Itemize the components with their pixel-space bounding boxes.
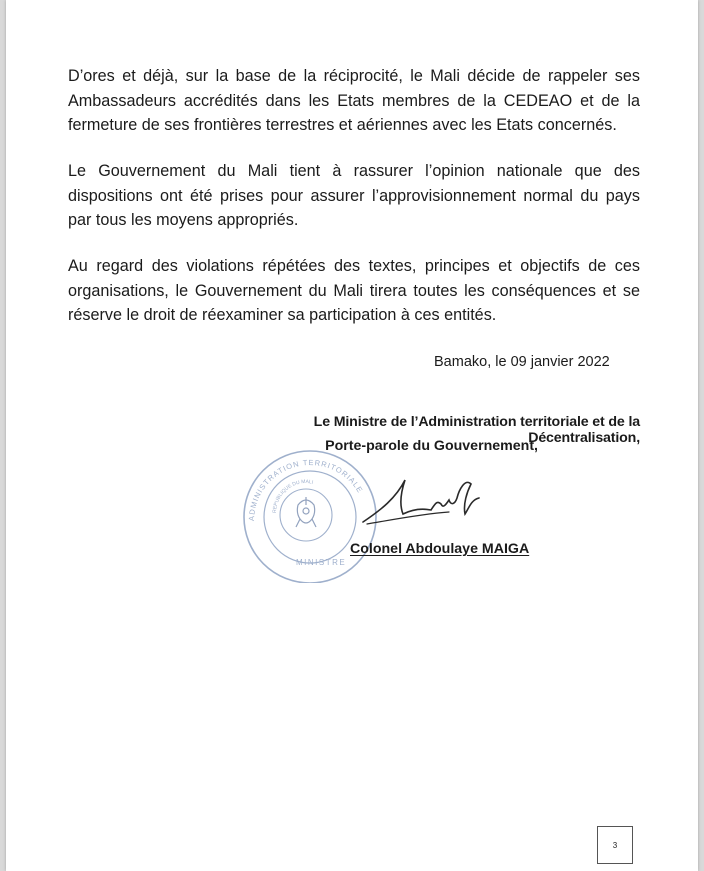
stamp-bottom-text: MINISTRE	[296, 558, 347, 567]
stamp-inner-text: REPUBLIQUE DU MALI	[271, 478, 314, 514]
emblem-icon	[296, 497, 316, 527]
paragraph-consequences: Au regard des violations répétées des textes, principes et objectifs de ces organisations, le Gouvernement du Mali tirera toutes les conséquences et se réserve le droit de réexaminer sa participation à ces entités.	[68, 257, 640, 324]
place-date: Bamako, le 09 janvier 2022	[434, 354, 610, 370]
handwritten-signature	[361, 470, 481, 530]
paragraph-supply: Le Gouvernement du Mali tient à rassurer l’opinion nationale que des dispositions ont été prises pour assurer l’approvisionnement normal du pays par tous les moyens appropriés.	[68, 162, 640, 229]
document-page	[6, 0, 698, 871]
signatory-name: Colonel Abdoulaye MAIGA	[350, 541, 530, 557]
paragraph-ambassadors: D’ores et déjà, sur la base de la réciprocité, le Mali décide de rappeler ses Ambassadeurs accrédités dans les Etats membres de la CEDEAO et de la fermeture de ses frontières terrestres et aériennes avec les Etats concernés.	[68, 67, 640, 134]
page-number: 3	[597, 826, 633, 864]
stamp-outer-text: ADMINISTRATION TERRITORIALE	[246, 457, 365, 522]
signatory-title: Le Ministre de l’Administration territoriale et de la Décentralisation,	[313, 414, 640, 446]
signatory-role: Porte-parole du Gouvernement,	[325, 438, 538, 454]
